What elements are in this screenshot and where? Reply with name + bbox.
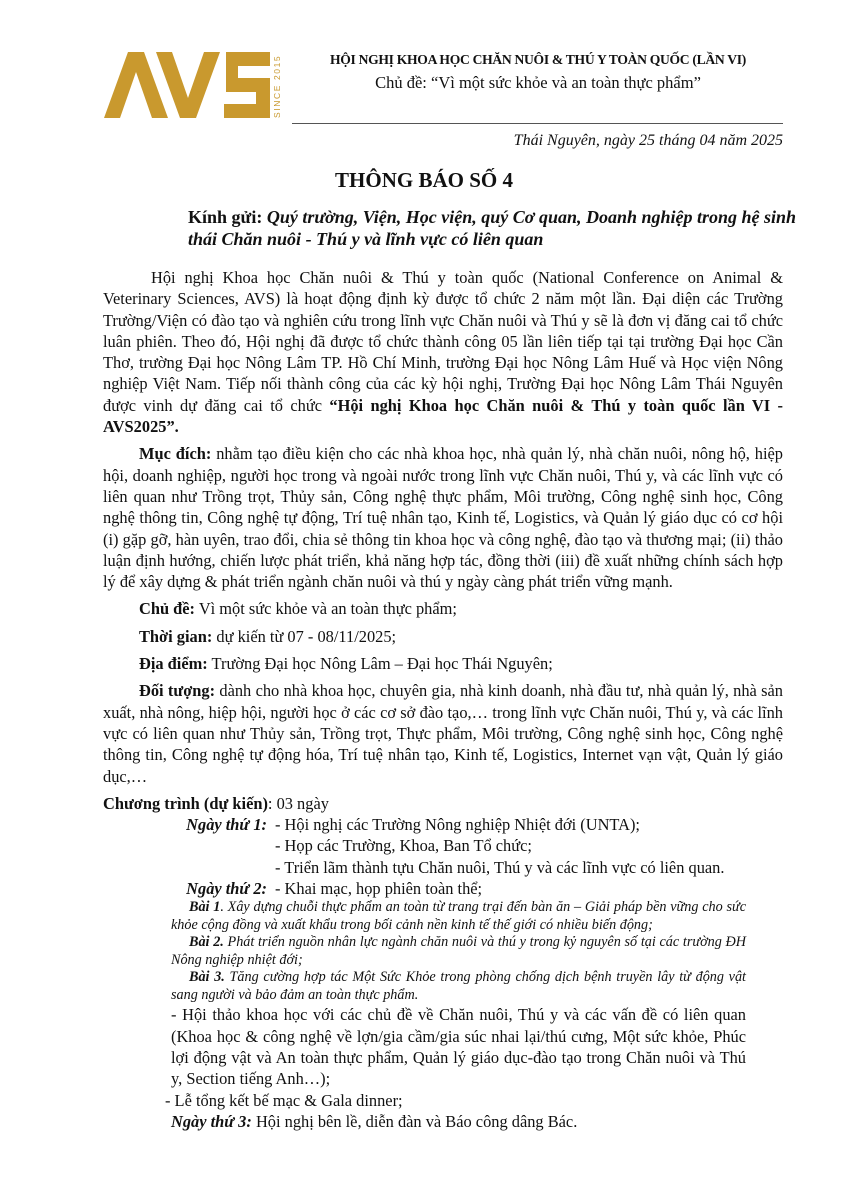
program-day-1 [103,814,783,878]
day-1-item: - Triển lãm thành tựu Chăn nuôi, Thú y và các lĩnh vực có liên quan. [275,857,725,877]
purpose-label: Mục đích: [139,444,212,464]
talk-label: Bài 2. [189,934,224,951]
day-3-text: Hội nghị bên lề, diễn đàn và Báo công dâng Bác. [251,1111,578,1131]
day-2-closing: - Lễ tổng kết bế mạc & Gala dinner; [165,1090,403,1110]
recipient-text: Quý trường, Viện, Học viện, quý Cơ quan, Doanh nghiệp trong hệ sinh thái Chăn nuôi - Thú y và lĩnh vực có liên quan [188,207,797,249]
time-label: Thời gian: [139,626,213,646]
day-2-opening: - Khai mạc, họp phiên toàn thể; [275,879,483,899]
day-1-item: - Họp các Trường, Khoa, Ban Tổ chức; [275,836,532,856]
talk-item [171,934,746,969]
talk-text: Xây dựng chuỗi thực phẩm an toàn từ trang trại đến bàn ăn – Giải pháp bền vững cho sức khỏe cộng đồng và xuất khẩu trong bối cảnh nền kinh tế thế giới có nhiều biến động; [171,899,747,933]
logo-tagline: SINCE 2015 [272,54,282,118]
time-text: dự kiến từ 07 - 08/11/2025; [212,626,397,646]
day-2-label: Ngày thứ 2: [186,879,267,899]
avs-logo-graphic [104,48,284,120]
intro-paragraph [103,267,783,437]
talk-text: Phát triển nguồn nhân lực ngành chăn nuôi và thú y trong kỷ nguyên số tại các trường ĐH Nông nghiệp nhiệt đới; [171,934,747,968]
program-heading [103,793,783,814]
day-1-label: Ngày thứ 1: [186,815,267,835]
intro-bold-tail: “Hội nghị Khoa học Chăn nuôi & Thú y toàn quốc lần VI - AVS2025”. [103,395,783,437]
program-duration: : 03 ngày [267,793,329,813]
logo-letter-a [104,52,168,118]
talk-item [171,969,746,1004]
date-line: Thái Nguyên, ngày 25 tháng 04 năm 2025 [513,132,783,149]
day-2-workshop: - Hội thảo khoa học với các chủ đề về Chăn nuôi, Thú y và các vấn đề có liên quan (Khoa học & công nghệ về lợn/gia cầm/gia súc nhai lại/thú cưng, Một sức khỏe, Phúc lợi động vật và An toàn thực phẩm, Quản lý giáo dục-đào tạo trong Chăn nuôi và Thú y, Section tiếng Anh…); [171,1005,746,1089]
keynote-talks [171,899,746,1004]
day-1-item: - Hội nghị các Trường Nông nghiệp Nhiệt đới (UNTA); [275,815,640,835]
program-label: Chương trình (dự kiến) [103,793,268,813]
audience-paragraph [103,680,783,786]
program-day-3 [171,1111,783,1132]
talk-label: Bài 1 [189,899,221,916]
day-1-items [275,814,783,878]
recipient-label: Kính gửi: [188,207,263,227]
logo-letter-s [224,52,270,118]
document-title: THÔNG BÁO SỐ 4 [335,168,513,192]
conference-theme: Chủ đề: “Vì một sức khỏe và an toàn thực phẩm” [375,73,701,92]
avs-logo [104,48,284,120]
time-paragraph [103,626,783,647]
document-body [103,267,783,1132]
purpose-paragraph [103,443,783,592]
venue-text: Trường Đại học Nông Lâm – Đại học Thái Nguyên; [207,654,553,674]
intro-text: Hội nghị Khoa học Chăn nuôi & Thú y toàn quốc (National Conference on Animal & Veterinary Sciences, AVS) là hoạt động định kỳ được tổ chức 2 năm một lần. Đại diện các Trường Trường/Viện có đào tạo và nghiên cứu trong lĩnh vực Chăn nuôi và Thú y sẽ là đơn vị đăng cai tổ chức luân phiên. Theo đó, Hội nghị đã được tổ chức thành công 05 lần liên tiếp tại tại trường Đại học Cần Thơ, trường Đại học Nông Lâm TP. Hồ Chí Minh, trường Đại học Nông Lâm Huế và Học viện Nông nghiệp Việt Nam. Tiếp nối thành công của các kỳ hội nghị, Trường Đại học Nông Lâm Thái Nguyên được vinh dự đăng cai tổ chức [103,268,783,415]
theme-text: Vì một sức khỏe và an toàn thực phẩm; [195,599,457,619]
venue-label: Địa điểm: [139,654,208,674]
talk-text: Tăng cường hợp tác Một Sức Khỏe trong phòng chống dịch bệnh truyền lây từ động vật sang người và bảo đảm an toàn thực phẩm. [171,969,747,1003]
conference-title: HỘI NGHỊ KHOA HỌC CHĂN NUÔI & THÚ Y TOÀN QUỐC (LẦN VI) [329,52,747,67]
recipient-block [188,206,798,250]
theme-label: Chủ đề: [139,599,196,619]
day-3-label: Ngày thứ 3: [171,1111,252,1131]
audience-text: dành cho nhà khoa học, chuyên gia, nhà kinh doanh, nhà đầu tư, nhà quản lý, nhà sản xuất, nhà nông, hiệp hội, người học ở các cơ sở đào tạo,… trong lĩnh vực Chăn nuôi, Thú y, và các lĩnh vực có liên quan như Thủy sản, Trồng trọt, Thực phẩm, Môi trường, Công nghệ sinh học, Công nghệ thông tin, Công nghệ tự động hóa, Trí tuệ nhân tạo, Kinh tế, Logistics, Internet vạn vật, Quản lý giáo dục,… [103,681,783,786]
program-day-2 [103,878,783,899]
audience-label: Đối tượng: [139,681,216,701]
header-divider [292,123,783,124]
talk-label: Bài 3. [189,969,225,986]
talk-item [171,899,746,934]
venue-paragraph [103,653,783,674]
talk-sep: . [220,899,228,916]
theme-paragraph [103,598,783,619]
logo-letter-v [156,52,220,118]
purpose-text: nhằm tạo điều kiện cho các nhà khoa học, nhà quản lý, nhà chăn nuôi, nông hộ, hiệp hội, doanh nghiệp, người học trong và ngoài nước trong lĩnh vực Chăn nuôi, Thú y, và các lĩnh vực có liên quan như Trồng trọt, Thủy sản, Công nghệ thực phẩm, Môi trường, Công nghệ sinh học, Công nghệ thông tin, Công nghệ tự động, Trí tuệ nhân tạo, Kinh tế, Logistics, và Quản lý giáo dục có cơ hội (i) gặp gỡ, hàn uyên, trao đổi, chia sẻ thông tin khoa học và công nghệ, đào tạo và thương mại; (ii) thảo luận định hướng, chiến lược phát triển, khả năng hợp tác, đồng thời (iii) đề xuất những chính sách hợp lý để xây dựng & phát triển ngành chăn nuôi và thú y ngày càng phát triển vững mạnh. [103,444,783,592]
